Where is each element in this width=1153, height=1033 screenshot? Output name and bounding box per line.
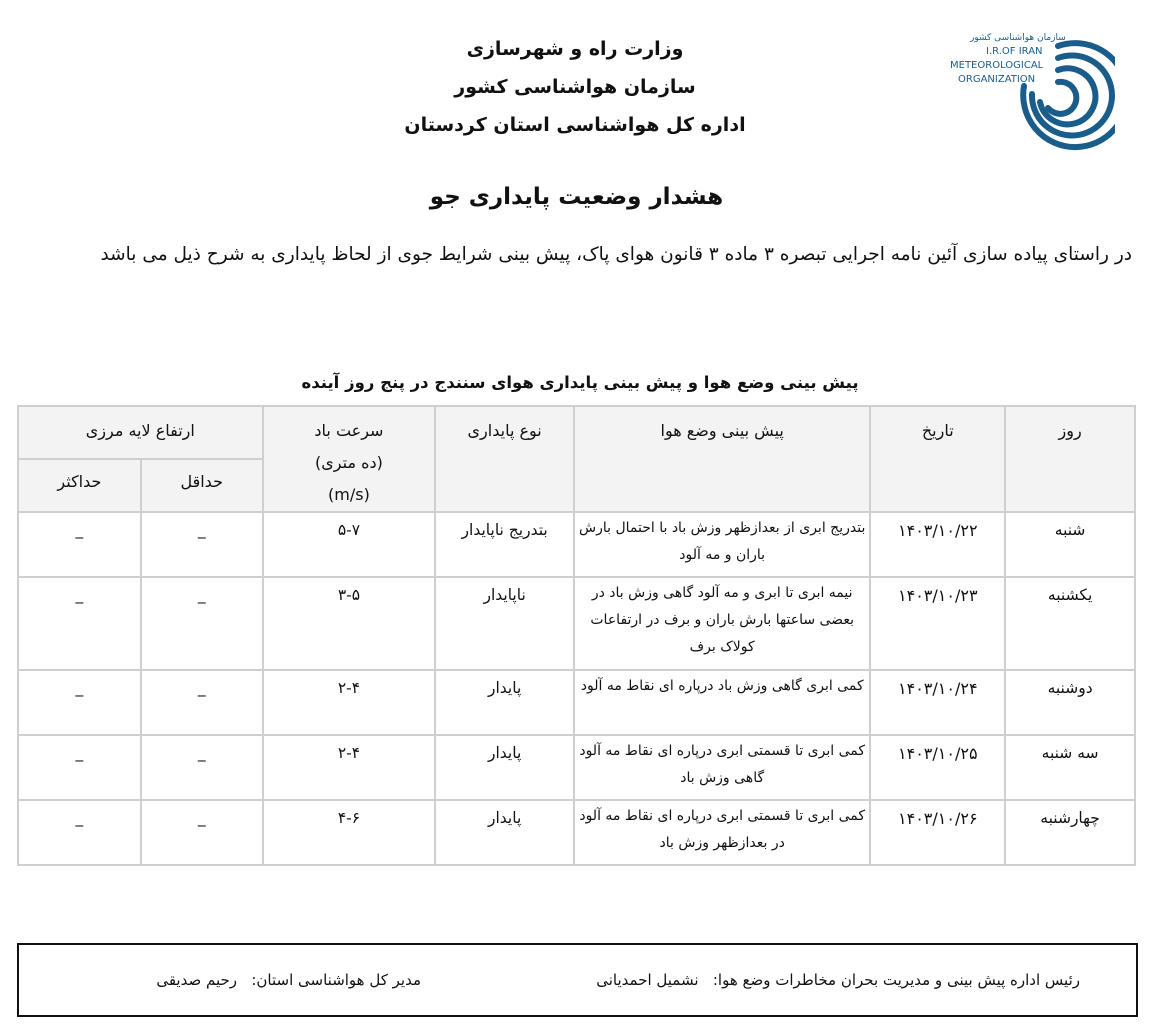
director-general-signature [156, 971, 421, 989]
cell-day: چهارشنبه [1005, 800, 1135, 865]
meteorological-organization-logo [940, 28, 1115, 153]
header-day: روز [1005, 406, 1135, 512]
signature-box [17, 943, 1138, 1017]
header-stability: نوع پایداری [435, 406, 574, 512]
cell-date: ۱۴۰۳/۱۰/۲۴ [870, 670, 1005, 735]
header-weather: پیش بینی وضع هوا [574, 406, 870, 512]
ministry-name: وزارت راه و شهرسازی [466, 38, 684, 60]
cell-weather: کمی ابری تا قسمتی ابری درپاره ای نقاط مه آلود گاهی وزش باد [574, 735, 870, 800]
intro-paragraph: در راستای پیاده سازی آئین نامه اجرایی تبصره ۳ ماده ۳ قانون هوای پاک، پیش بینی شرایط جوی از لحاظ پایداری به شرح ذیل می باشد [100, 244, 1132, 265]
cell-wind: ۵-۷ [263, 512, 436, 577]
cell-stability: ناپایدار [435, 577, 574, 670]
cell-max: _ [18, 512, 141, 577]
header-max: حداکثر [18, 459, 141, 512]
table-row [18, 735, 1135, 800]
header-wind-unit: (m/s) [328, 485, 370, 504]
cell-min: _ [141, 800, 263, 865]
header-wind-height: (ده متری) [315, 453, 383, 472]
cell-stability: پایدار [435, 800, 574, 865]
cell-weather: نیمه ابری تا ابری و مه آلود گاهی وزش باد در بعضی ساعتها بارش باران و برف در ارتفاعات کولاک برف [574, 577, 870, 670]
table-title: پیش بینی وضع هوا و پیش بینی پایداری هوای سنندج در پنج روز آینده [301, 373, 859, 392]
cell-min: _ [141, 512, 263, 577]
cell-max: _ [18, 735, 141, 800]
table-row [18, 512, 1135, 577]
cell-max: _ [18, 670, 141, 735]
cell-min: _ [141, 735, 263, 800]
header-block [380, 30, 770, 144]
logo-line3: ORGANIZATION [958, 74, 1036, 85]
cell-weather: کمی ابری تا قسمتی ابری درپاره ای نقاط مه آلود در بعدازظهر وزش باد [574, 800, 870, 865]
cell-weather: بتدریج ابری از بعدازظهر وزش باد با احتمال بارش باران و مه آلود [574, 512, 870, 577]
document-title: هشدار وضعیت پایداری جو [429, 184, 724, 210]
cell-wind: ۳-۵ [263, 577, 436, 670]
cell-day: یکشنبه [1005, 577, 1135, 670]
forecast-head-title: رئیس اداره پیش بینی و مدیریت بحران مخاطرات وضع هوا: [712, 971, 1080, 989]
cell-weather: کمی ابری گاهی وزش باد درپاره ای نقاط مه آلود [574, 670, 870, 735]
cell-date: ۱۴۰۳/۱۰/۲۲ [870, 512, 1005, 577]
logo-persian-text: سازمان هواشناسی کشور [970, 33, 1066, 43]
table-row [18, 577, 1135, 670]
cell-stability: بتدریج ناپایدار [435, 512, 574, 577]
cell-date: ۱۴۰۳/۱۰/۲۶ [870, 800, 1005, 865]
cell-max: _ [18, 800, 141, 865]
cell-day: سه شنبه [1005, 735, 1135, 800]
cell-date: ۱۴۰۳/۱۰/۲۵ [870, 735, 1005, 800]
forecast-head-signature [596, 971, 1080, 989]
logo-line1: I.R.OF IRAN [986, 46, 1043, 57]
cell-min: _ [141, 577, 263, 670]
cell-stability: پایدار [435, 735, 574, 800]
cell-wind: ۲-۴ [263, 670, 436, 735]
logo-line2: METEOROLOGICAL [950, 60, 1044, 71]
header-date: تاریخ [870, 406, 1005, 512]
cell-wind: ۲-۴ [263, 735, 436, 800]
cell-stability: پایدار [435, 670, 574, 735]
cell-day: دوشنبه [1005, 670, 1135, 735]
director-general-name: رحیم صدیقی [156, 971, 238, 989]
cell-date: ۱۴۰۳/۱۰/۲۳ [870, 577, 1005, 670]
cell-day: شنبه [1005, 512, 1135, 577]
organization-name: سازمان هواشناسی کشور [454, 76, 696, 98]
header-boundary-layer: ارتفاع لایه مرزی [18, 406, 263, 459]
cell-min: _ [141, 670, 263, 735]
forecast-head-name: نشمیل احمدیانی [596, 971, 699, 989]
header-wind-label: سرعت باد [314, 421, 384, 440]
cell-wind: ۴-۶ [263, 800, 436, 865]
cell-max: _ [18, 577, 141, 670]
forecast-table [17, 405, 1136, 866]
header-wind-speed [263, 406, 436, 512]
table-row [18, 800, 1135, 865]
table-header-row [18, 406, 1135, 459]
table-row [18, 670, 1135, 735]
director-general-title: مدیر کل هواشناسی استان: [251, 971, 421, 989]
header-min: حداقل [141, 459, 263, 512]
department-name: اداره کل هواشناسی استان کردستان [404, 114, 746, 136]
